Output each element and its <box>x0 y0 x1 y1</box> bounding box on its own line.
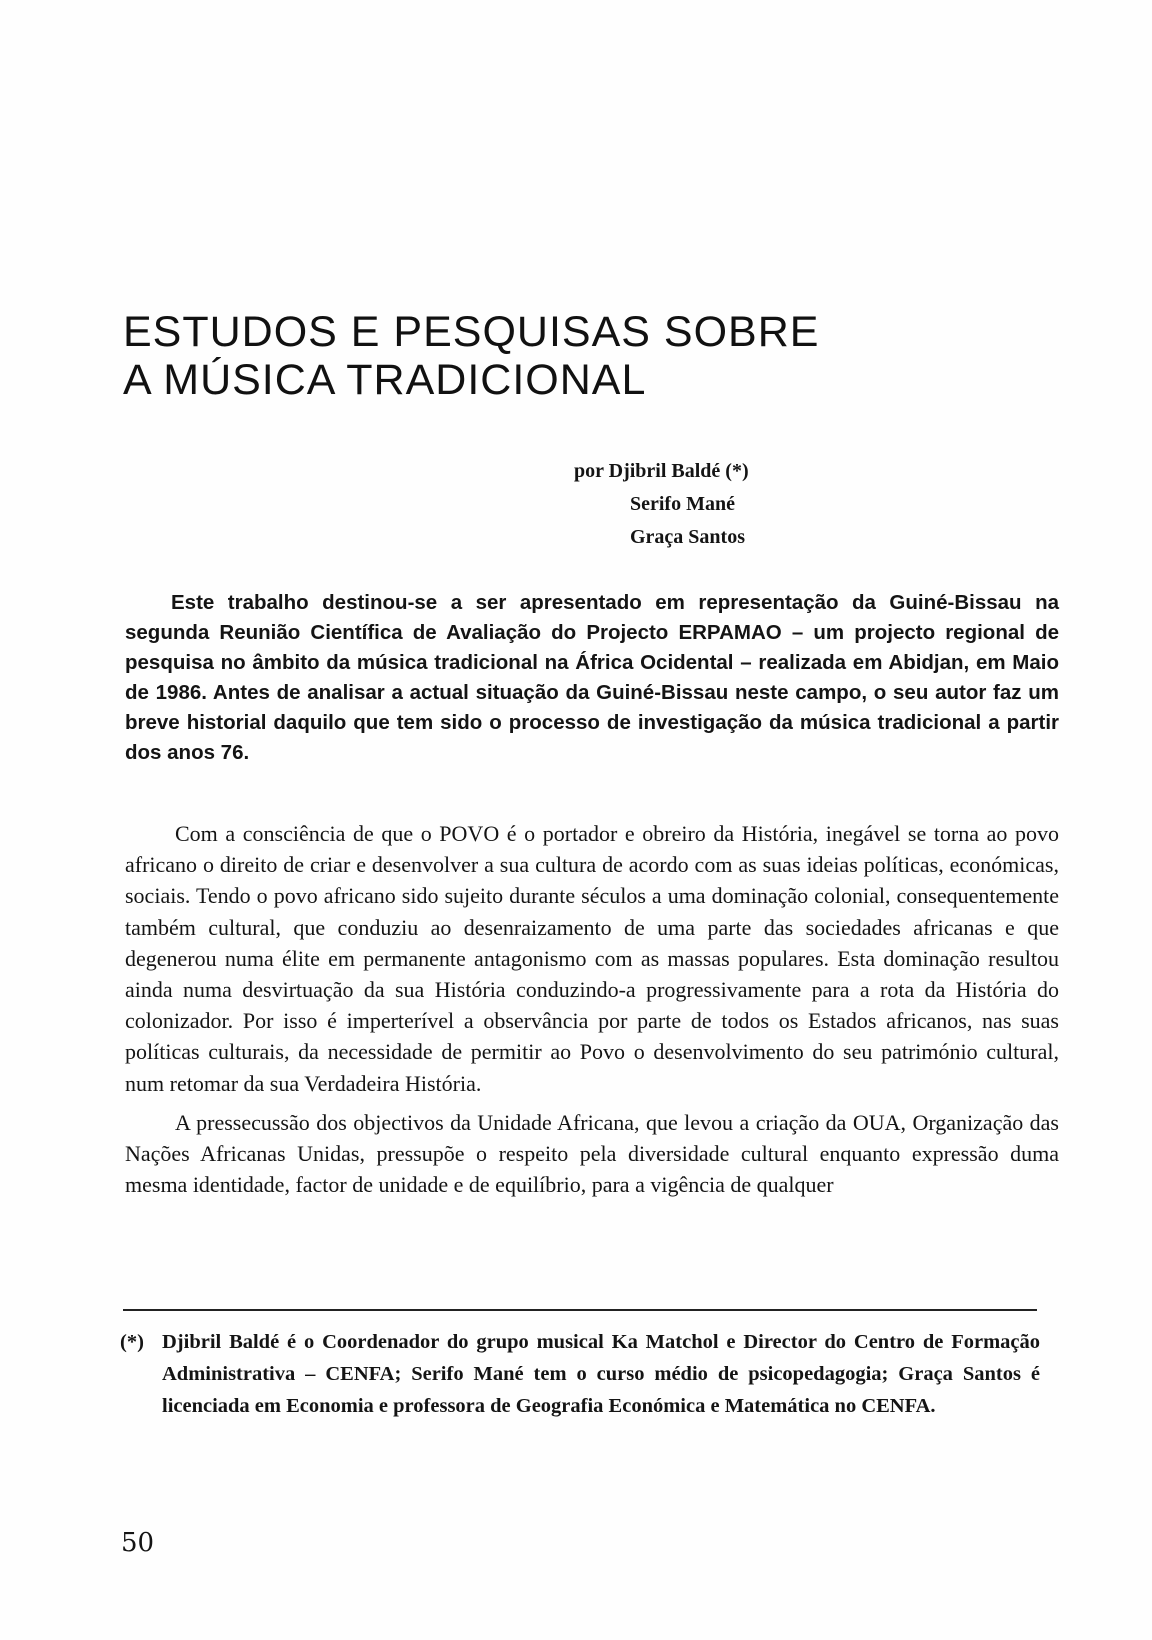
footnote-divider <box>123 1309 1037 1311</box>
author-line-1: por Djibril Baldé (*) <box>574 460 749 482</box>
page-number: 50 <box>121 1528 155 1558</box>
title-line-1: ESTUDOS E PESQUISAS SOBRE <box>123 308 820 356</box>
article-body <box>125 818 1059 1208</box>
article-title <box>123 308 819 404</box>
author-line-3: Graça Santos <box>630 526 745 548</box>
body-paragraph-1: Com a consciência de que o POVO é o portador e obreiro da História, inegável se torna ao povo africano o direito de criar e desenvolver a sua cultura de acordo com as suas ideias políticas, económicas, sociais. Tendo o povo africano sido sujeito durante séculos a uma dominação colonial, consequentemente também cultural, que conduziu ao desenraizamento de uma parte das sociedades africanas e que degenerou numa élite em permanente antagonismo com as massas populares. Esta dominação resultou ainda numa desvirtuação da sua História conduzindo-a progressivamente para a rota da História do colonizador. Por isso é imperterível a observância por parte de todos os Estados africanos, nas suas políticas culturais, da necessidade de permitir ao Povo o desenvolvimento do seu património cultural, num retomar da sua Verdadeira História. <box>125 821 1059 1096</box>
footnote-text: Djibril Baldé é o Coordenador do grupo musical Ka Matchol e Director do Centro de Formação Administrativa – CENFA; Serifo Mané tem o curso médio de psicopedagogia; Graça Santos é licenciada em Economia e professora de Geografia Económica e Matemática no CENFA. <box>162 1331 1040 1417</box>
footnote-mark: (*) <box>120 1331 144 1353</box>
author-block <box>574 455 994 554</box>
title-line-2: A MÚSICA TRADICIONAL <box>123 356 647 404</box>
author-line-2: Serifo Mané <box>630 493 735 515</box>
intro-paragraph: Este trabalho destinou-se a ser apresentado em representação da Guiné-Bissau na segunda Reunião Científica de Avaliação do Projecto ERPAMAO – um projecto regional de pesquisa no âmbito da música tradicional na África Ocidental – realizada em Abidjan, em Maio de 1986. Antes de analisar a actual situação da Guiné-Bissau neste campo, o seu autor faz um breve historial daquilo que tem sido o processo de investigação da música tradicional a partir dos anos 76. <box>125 591 1059 764</box>
footnote <box>120 1326 1040 1422</box>
body-paragraph-2: A pressecussão dos objectivos da Unidade Africana, que levou a criação da OUA, Organização das Nações Africanas Unidas, pressupõe o respeito pela diversidade cultural enquanto expressão duma mesma identidade, factor de unidade e de equilíbrio, para a vigência de qualquer <box>125 1109 1059 1198</box>
